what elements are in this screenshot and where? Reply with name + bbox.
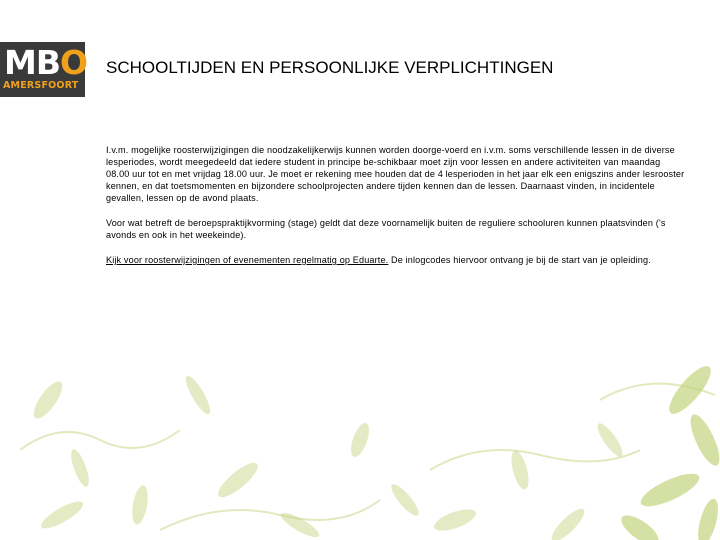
leaf-swirl-icon xyxy=(278,509,322,540)
paragraph-internship: Voor wat betreft de beroepspraktijkvorming (stage) geldt dat deze voornamelijk buiten de reguliere schooluren kunnen plaatsvinden ('s avonds en ook in het weekeinde). xyxy=(106,218,666,240)
leaf-swirl-icon xyxy=(663,361,717,420)
leaf-swirl-icon xyxy=(617,510,663,540)
mbo-amersfoort-logo xyxy=(0,42,88,97)
eduarte-link[interactable]: Kijk voor roosterwijzigingen of evenementen regelmatig op Eduarte. xyxy=(106,255,389,265)
logo-mb-text: MB xyxy=(4,43,60,82)
logo-wordmark xyxy=(4,44,87,82)
logo-city-text: AMERSFOORT xyxy=(3,80,79,91)
leaf-swirl-icon xyxy=(214,458,263,502)
leaf-swirl-icon xyxy=(685,411,720,469)
leaf-swirl-icon xyxy=(130,484,151,526)
leaf-swirl-icon xyxy=(29,377,67,422)
leaf-swirl-icon xyxy=(432,505,479,535)
logo-o-text: O xyxy=(60,43,88,82)
page-title: SCHOOLTIJDEN EN PERSOONLIJKE VERPLICHTINGEN xyxy=(106,58,554,77)
leaf-swirl-icon xyxy=(388,481,423,519)
paragraph-schedule: I.v.m. mogelijke roosterwijzigingen die noodzakelijkerwijs kunnen worden doorge-voerd en i.v.m. soms verschillende lessen in de diverse lesperiodes, wordt meegedeeld dat iedere student in principe be-schikbaar moet zijn voor lessen en andere activiteiten van maandag 08.00 uur tot en met vrijdag 18.00 uur. Je moet er rekening mee houden dat de 4 lesperioden in het jaar elk een enigszins ander lesrooster kennen, en dat toetsmomenten en bijzondere schoolprojecten andere tijden kennen dan de lessen. Daarnaast vinden, in incidentele gevallen, lessen op de avond plaats. xyxy=(106,145,685,203)
leaf-swirl-icon xyxy=(694,497,720,540)
leaf-swirl-icon xyxy=(182,373,214,417)
leaf-swirl-icon xyxy=(347,421,372,460)
leaf-swirl-icon xyxy=(68,447,93,489)
paragraph-eduarte xyxy=(106,254,686,266)
leaf-swirl-icon xyxy=(38,497,87,533)
body-text xyxy=(106,144,686,279)
leaf-swirl-icon xyxy=(508,449,532,491)
paragraph-eduarte-rest: De inlogcodes hiervoor ontvang je bij de start van je opleiding. xyxy=(388,255,651,265)
leaf-swirl-icon xyxy=(547,504,588,540)
leaf-swirl-icon xyxy=(637,467,703,512)
leaf-swirl-icon xyxy=(594,420,627,460)
